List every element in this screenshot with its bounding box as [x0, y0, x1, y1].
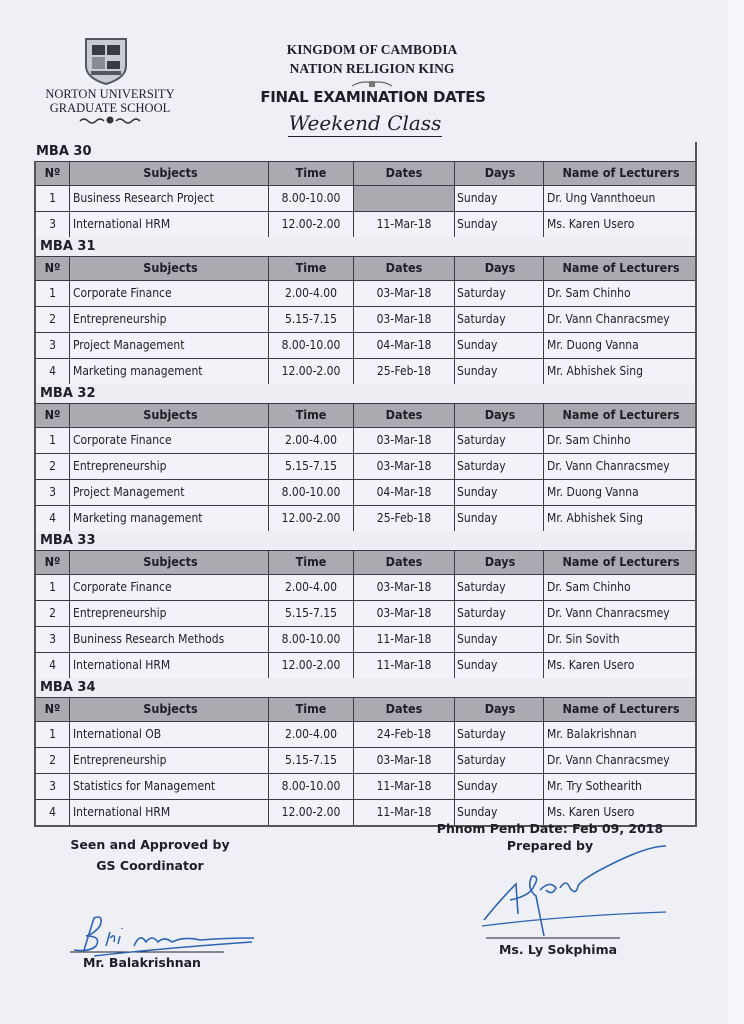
col-lecturers-cell: Ms. Karen Usero: [547, 658, 635, 672]
col-number-cell: 4: [36, 800, 70, 825]
col-time-cell: 5.15-7.15: [269, 307, 354, 332]
col-number-cell: 3: [36, 627, 70, 652]
col-subjects-cell: Marketing management: [70, 506, 269, 531]
col-subjects-cell: Entrepreneurship: [70, 454, 269, 479]
university-name: [34, 87, 186, 115]
col-subjects-cell: Project Management: [70, 480, 269, 505]
col-time-cell: 2.00-4.00: [269, 575, 354, 600]
col-lecturers-header: Name of Lecturers: [562, 554, 680, 569]
table-row: [34, 427, 695, 453]
university-line-2: GRADUATE SCHOOL: [49, 101, 171, 115]
col-days-cell: Saturday: [455, 428, 544, 453]
approved-line-1: Seen and Approved by: [70, 837, 230, 852]
table-row: [34, 600, 695, 626]
col-number-cell: 2: [36, 454, 70, 479]
col-time-cell: 2.00-4.00: [269, 281, 354, 306]
col-days-cell: Sunday: [455, 186, 544, 211]
kingdom-line-2: NATION RELIGION KING: [289, 61, 455, 76]
col-number-cell: 1: [36, 428, 70, 453]
col-time-cell: 12.00-2.00: [269, 359, 354, 384]
col-dates-cell: 03-Mar-18: [354, 748, 455, 773]
col-time-header: Time: [269, 404, 354, 427]
table-row: [34, 306, 695, 332]
col-lecturers-cell: Dr. Sam Chinho: [547, 286, 631, 300]
col-subjects-header: Subjects: [70, 257, 269, 280]
col-time-header: Time: [269, 257, 354, 280]
col-number-cell: 2: [36, 307, 70, 332]
preparer-signature: [470, 840, 670, 950]
col-number-header: Nº: [36, 162, 70, 185]
col-subjects-cell: International HRM: [70, 212, 269, 237]
col-number-cell: 4: [36, 506, 70, 531]
col-time-header: Time: [269, 551, 354, 574]
table-row: [34, 185, 695, 211]
col-lecturers-cell: Mr. Abhishek Sing: [547, 364, 643, 378]
col-number-cell: 3: [36, 480, 70, 505]
table-row: [34, 505, 695, 531]
preparer-name: Ms. Ly Sokphima: [498, 942, 618, 957]
col-number-cell: 1: [36, 281, 70, 306]
section-label: MBA 30: [36, 144, 92, 159]
prepared-by-label: Prepared by: [506, 838, 594, 853]
col-days-cell: Sunday: [455, 480, 544, 505]
col-lecturers-cell: Dr. Vann Chanracsmey: [547, 459, 670, 473]
col-dates-cell: 03-Mar-18: [354, 454, 455, 479]
col-lecturers-cell: Mr. Balakrishnan: [547, 727, 637, 741]
col-lecturers-cell: Dr. Vann Chanracsmey: [547, 606, 670, 620]
col-subjects-cell: Corporate Finance: [70, 281, 269, 306]
col-number-cell: 3: [36, 333, 70, 358]
col-days-cell: Sunday: [455, 800, 544, 825]
col-dates-header: Dates: [354, 551, 455, 574]
col-number-cell: 1: [36, 575, 70, 600]
col-number-cell: 1: [36, 186, 70, 211]
col-time-cell: 8.00-10.00: [269, 480, 354, 505]
col-dates-cell: 11-Mar-18: [354, 212, 455, 237]
table-header-row: [34, 403, 695, 427]
section-label: MBA 34: [34, 678, 695, 697]
col-lecturers-cell: Dr. Sin Sovith: [547, 632, 620, 646]
col-number-cell: 2: [36, 748, 70, 773]
col-subjects-header: Subjects: [70, 551, 269, 574]
col-dates-cell: 25-Feb-18: [354, 506, 455, 531]
col-dates-cell: 11-Mar-18: [354, 653, 455, 678]
col-time-header: Time: [269, 162, 354, 185]
col-time-cell: 2.00-4.00: [269, 722, 354, 747]
col-subjects-cell: Marketing management: [70, 359, 269, 384]
col-days-cell: Sunday: [455, 212, 544, 237]
section-label: MBA 31: [34, 237, 695, 256]
col-time-cell: 5.15-7.15: [269, 454, 354, 479]
col-number-cell: 4: [36, 653, 70, 678]
col-subjects-cell: Statistics for Management: [70, 774, 269, 799]
col-dates-cell: 04-Mar-18: [354, 480, 455, 505]
table-row: [34, 332, 695, 358]
col-dates-header: Dates: [354, 162, 455, 185]
col-days-cell: Saturday: [455, 281, 544, 306]
section-label: MBA 32: [34, 384, 695, 403]
col-time-cell: 8.00-10.00: [269, 333, 354, 358]
ornament-icon: [78, 116, 142, 124]
table-row: [34, 747, 695, 773]
table-row: [34, 721, 695, 747]
col-days-cell: Saturday: [455, 748, 544, 773]
col-dates-header: Dates: [354, 698, 455, 721]
col-dates-header: Dates: [354, 404, 455, 427]
col-dates-cell: 11-Mar-18: [354, 800, 455, 825]
col-subjects-cell: International OB: [70, 722, 269, 747]
col-days-cell: Sunday: [455, 653, 544, 678]
col-number-header: Nº: [36, 404, 70, 427]
date-line: Phnom Penh Date: Feb 09, 2018: [436, 821, 664, 836]
col-subjects-cell: International HRM: [70, 653, 269, 678]
col-days-header: Days: [455, 551, 544, 574]
col-days-cell: Sunday: [455, 333, 544, 358]
col-lecturers-cell: Mr. Duong Vanna: [547, 338, 639, 352]
col-days-cell: Saturday: [455, 722, 544, 747]
col-dates-cell: 03-Mar-18: [354, 428, 455, 453]
table-header-row: [34, 256, 695, 280]
col-lecturers-cell: Mr. Duong Vanna: [547, 485, 639, 499]
col-time-cell: 12.00-2.00: [269, 506, 354, 531]
col-days-cell: Saturday: [455, 601, 544, 626]
table-row: [34, 211, 695, 237]
table-row: [34, 574, 695, 600]
col-number-cell: 3: [36, 212, 70, 237]
col-number-cell: 1: [36, 722, 70, 747]
col-time-cell: 8.00-10.00: [269, 627, 354, 652]
col-dates-cell: 24-Feb-18: [354, 722, 455, 747]
col-lecturers-cell: Dr. Sam Chinho: [547, 433, 631, 447]
table-row: [34, 280, 695, 306]
col-subjects-cell: International HRM: [70, 800, 269, 825]
university-line-1: NORTON UNIVERSITY: [45, 87, 175, 101]
col-lecturers-cell: Dr. Vann Chanracsmey: [547, 312, 670, 326]
table-header-row: [34, 550, 695, 574]
approver-name: Mr. Balakrishnan: [83, 955, 201, 970]
col-dates-cell: 04-Mar-18: [354, 333, 455, 358]
col-subjects-header: Subjects: [70, 698, 269, 721]
table-row: [34, 626, 695, 652]
col-days-cell: Sunday: [455, 627, 544, 652]
col-subjects-cell: Project Management: [70, 333, 269, 358]
col-time-cell: 8.00-10.00: [269, 186, 354, 211]
col-dates-cell: 03-Mar-18: [354, 281, 455, 306]
col-days-cell: Saturday: [455, 307, 544, 332]
col-days-cell: Saturday: [455, 575, 544, 600]
col-number-header: Nº: [36, 551, 70, 574]
col-days-cell: Sunday: [455, 506, 544, 531]
col-lecturers-cell: Ms. Karen Usero: [547, 805, 635, 819]
kingdom-heading: [238, 40, 506, 78]
table-row: [34, 652, 695, 678]
exam-schedule-table: [34, 142, 697, 827]
col-subjects-cell: Entrepreneurship: [70, 601, 269, 626]
col-days-cell: Saturday: [455, 454, 544, 479]
col-lecturers-cell: Dr. Ung Vannthoeun: [547, 191, 656, 205]
col-time-cell: 8.00-10.00: [269, 774, 354, 799]
table-row: [34, 453, 695, 479]
col-subjects-cell: Business Research Project: [70, 186, 269, 211]
col-time-cell: 5.15-7.15: [269, 748, 354, 773]
col-dates-cell: 11-Mar-18: [354, 627, 455, 652]
col-days-header: Days: [455, 162, 544, 185]
col-lecturers-header: Name of Lecturers: [562, 701, 680, 716]
col-number-cell: 2: [36, 601, 70, 626]
table-header-row: [34, 161, 695, 185]
col-days-header: Days: [455, 698, 544, 721]
col-days-header: Days: [455, 257, 544, 280]
col-number-cell: 3: [36, 774, 70, 799]
table-row: [34, 773, 695, 799]
col-subjects-cell: Entrepreneurship: [70, 307, 269, 332]
col-time-cell: 12.00-2.00: [269, 212, 354, 237]
table-header-row: [34, 697, 695, 721]
col-subjects-cell: Corporate Finance: [70, 428, 269, 453]
col-lecturers-cell: Mr. Try Sothearith: [547, 779, 642, 793]
col-time-cell: 12.00-2.00: [269, 653, 354, 678]
col-number-header: Nº: [36, 698, 70, 721]
col-number-cell: 4: [36, 359, 70, 384]
col-lecturers-header: Name of Lecturers: [562, 407, 680, 422]
col-subjects-header: Subjects: [70, 404, 269, 427]
table-row: [34, 479, 695, 505]
table-row: [34, 358, 695, 384]
col-dates-cell: 25-Feb-18: [354, 359, 455, 384]
approved-line-2: GS Coordinator: [96, 858, 204, 873]
kingdom-line-1: KINGDOM OF CAMBODIA: [286, 42, 458, 57]
col-lecturers-header: Name of Lecturers: [562, 165, 680, 180]
col-time-cell: 12.00-2.00: [269, 800, 354, 825]
col-dates-cell: [354, 186, 455, 211]
page-subtitle: Weekend Class: [288, 111, 442, 135]
col-subjects-cell: Entrepreneurship: [70, 748, 269, 773]
col-number-header: Nº: [36, 257, 70, 280]
col-subjects-cell: Buniness Research Methods: [70, 627, 269, 652]
page-title: FINAL EXAMINATION DATES: [260, 88, 486, 106]
col-days-cell: Sunday: [455, 359, 544, 384]
col-dates-cell: 03-Mar-18: [354, 575, 455, 600]
col-time-cell: 5.15-7.15: [269, 601, 354, 626]
col-subjects-cell: Corporate Finance: [70, 575, 269, 600]
col-lecturers-cell: Dr. Sam Chinho: [547, 580, 631, 594]
col-lecturers-header: Name of Lecturers: [562, 260, 680, 275]
page-edge: [728, 0, 744, 1024]
university-logo: [83, 36, 129, 86]
section-label: MBA 33: [34, 531, 695, 550]
col-dates-header: Dates: [354, 257, 455, 280]
col-lecturers-cell: Ms. Karen Usero: [547, 217, 635, 231]
col-dates-cell: 03-Mar-18: [354, 601, 455, 626]
col-dates-cell: 03-Mar-18: [354, 307, 455, 332]
col-time-cell: 2.00-4.00: [269, 428, 354, 453]
col-time-header: Time: [269, 698, 354, 721]
ornament-icon: [350, 80, 394, 88]
col-days-header: Days: [455, 404, 544, 427]
col-lecturers-cell: Mr. Abhishek Sing: [547, 511, 643, 525]
col-subjects-header: Subjects: [70, 162, 269, 185]
approval-block: [60, 834, 240, 876]
col-dates-cell: 11-Mar-18: [354, 774, 455, 799]
col-lecturers-cell: Dr. Vann Chanracsmey: [547, 753, 670, 767]
col-days-cell: Sunday: [455, 774, 544, 799]
